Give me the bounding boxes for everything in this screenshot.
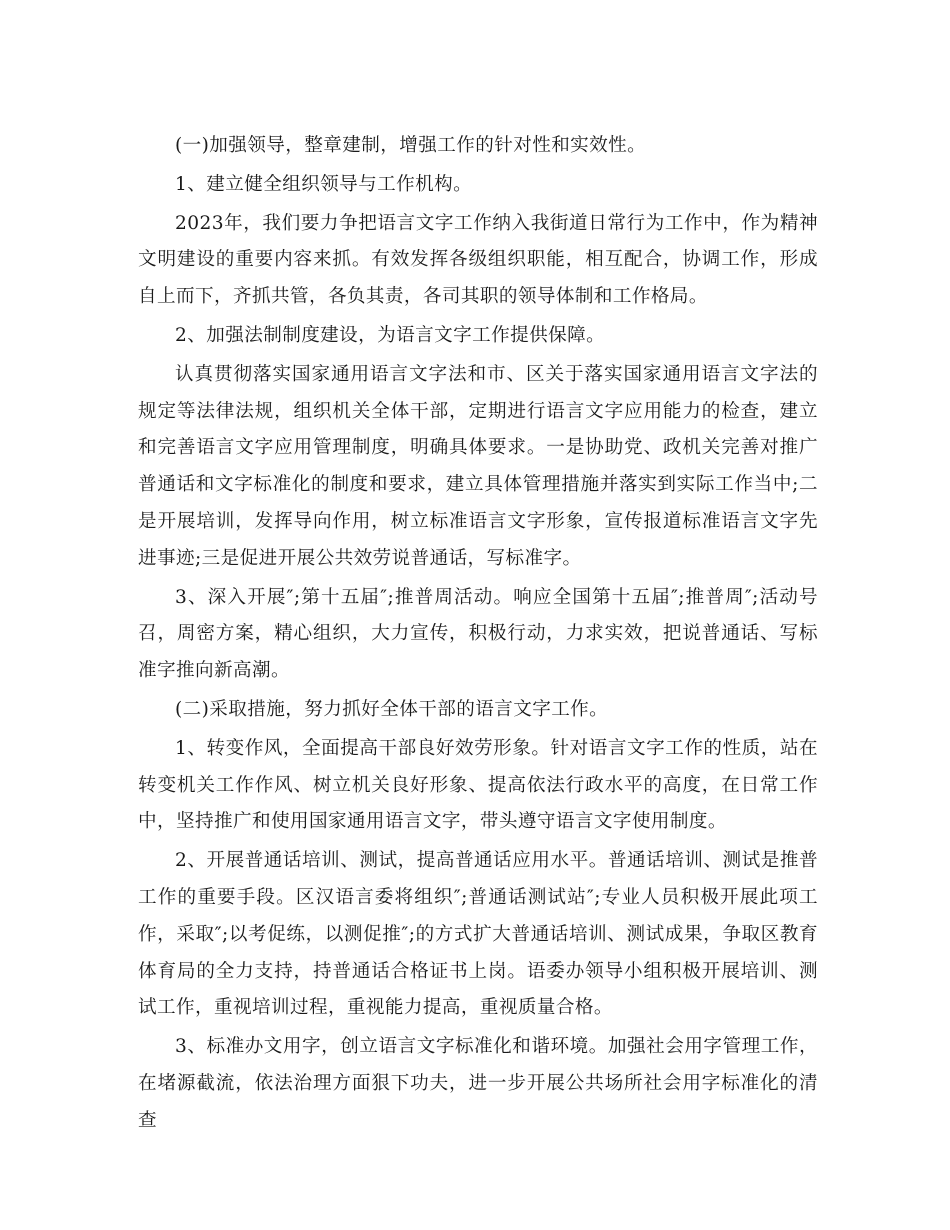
section-heading-2: (二)采取措施，努力抓好全体干部的语言文字工作。 bbox=[175, 698, 609, 720]
item-heading-2-3: 3、标准办文用字，创立语言文字标准化和谐环境。加强社会用字管理工作，在堵源截流，依法治理方面狠下功夫，进一步开展公共场所社会用字标准化的清查 bbox=[138, 1036, 818, 1131]
item-heading-1-1: 1、建立健全组织领导与工作机构。 bbox=[175, 173, 473, 195]
item-heading-2-2: 2、开展普通话培训、测试，提高普通话应用水平。普通话培训、测试是推普工作的重要手段。区汉语言委将组织″;普通话测试站″;专业人员积极开展此项工作，采取″;以考促练，以测促推″;的方式扩大普通话培训、测试成果，争取区教育体育局的全力支持，持普通话合格证书上岗。语委办领导小组积极开展培训、测试工作，重视培训过程，重视能力提高，重视质量合格。 bbox=[138, 850, 818, 1019]
item-heading-1-2: 2、加强法制制度建设，为语言文字工作提供保障。 bbox=[175, 324, 606, 346]
item-heading-1-3: 3、深入开展″;第十五届″;推普周活动。响应全国第十五届″;推普周″;活动号召，周密方案，精心组织，大力宣传，积极行动，力求实效，把说普通话、写标准字推向新高潮。 bbox=[138, 586, 818, 682]
item-heading-2-1: 1、转变作风，全面提高干部良好效劳形象。针对语言文字工作的性质，站在转变机关工作作风、树立机关良好形象、提高依法行政水平的高度，在日常工作中，坚持推广和使用国家通用语言文字，带头遵守语言文字使用制度。 bbox=[138, 737, 818, 833]
body-paragraph: 认真贯彻落实国家通用语言文字法和市、区关于落实国家通用语言文字法的规定等法律法规，组织机关全体干部，定期进行语言文字应用能力的检查，建立和完善语言文字应用管理制度，明确具体要求。一是协助党、政机关完善对推广普通话和文字标准化的制度和要求，建立具体管理措施并落实到实际工作当中;二是开展培训，发挥导向作用，树立标准语言文字形象，宣传报道标准语言文字先进事迹;三是促进开展公共效劳说普通话，写标准字。 bbox=[138, 363, 818, 569]
body-paragraph: 2023年，我们要力争把语言文字工作纳入我街道日常行为工作中，作为精神文明建设的重要内容来抓。有效发挥各级组织职能，相互配合，协调工作，形成自上而下，齐抓共管，各负其责，各司其职的领导体制和工作格局。 bbox=[138, 212, 818, 308]
document-body bbox=[138, 128, 818, 1142]
section-heading-1: (一)加强领导，整章建制，增强工作的针对性和实效性。 bbox=[175, 135, 647, 156]
